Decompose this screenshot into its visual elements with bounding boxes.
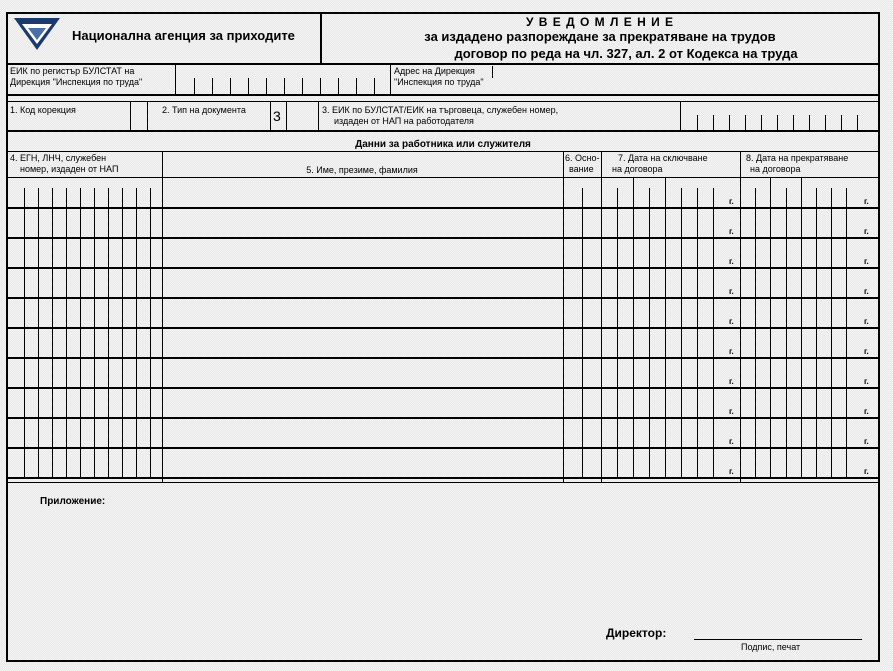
year-suffix: г. — [864, 197, 869, 206]
table-row[interactable] — [6, 178, 880, 208]
year-suffix: г. — [864, 287, 869, 296]
employer-eik-label: 3. ЕИК по БУЛСТАТ/ЕИК на търговеца, служебен номер, издаден от НАП на работодателя — [322, 105, 559, 126]
year-suffix: г. — [864, 257, 869, 266]
document-title: У В Е Д О М Л Е Н И Е — [525, 15, 675, 29]
year-suffix: г. — [864, 377, 869, 386]
employer-eik-input[interactable] — [681, 101, 878, 130]
year-suffix: г. — [864, 407, 869, 416]
document-subtitle-2: договор по реда на чл. 327, ал. 2 от Кодекса на труда — [454, 46, 798, 61]
address-input[interactable] — [490, 64, 878, 94]
year-suffix: г. — [864, 227, 869, 236]
nap-logo-icon — [12, 16, 62, 54]
year-suffix: г. — [729, 317, 734, 326]
year-suffix: г. — [729, 227, 734, 236]
doc-type-label: 2. Тип на документа — [162, 105, 246, 115]
nap-logo — [12, 16, 62, 54]
attachment-area[interactable] — [120, 492, 860, 592]
year-suffix: г. — [729, 347, 734, 356]
year-suffix: г. — [864, 317, 869, 326]
year-suffix: г. — [729, 287, 734, 296]
eik-label: ЕИК по регистър БУЛСТАТ на Дирекция "Инспекция по труда" — [10, 66, 143, 87]
year-suffix: г. — [729, 197, 734, 206]
year-suffix: г. — [864, 467, 869, 476]
table-row[interactable] — [6, 418, 880, 448]
section-title: Данни за работника или служителя — [355, 139, 531, 150]
table-row[interactable] — [6, 208, 880, 238]
year-suffix: г. — [864, 347, 869, 356]
director-label: Директор: — [606, 626, 667, 640]
eik-bulstat-input[interactable] — [176, 64, 390, 94]
col-start-date-header: 7. Дата на сключване на договора — [612, 153, 708, 174]
year-suffix: г. — [864, 437, 869, 446]
table-row[interactable] — [6, 298, 880, 328]
table-row[interactable] — [6, 268, 880, 298]
signature-label: Подпис, печат — [741, 642, 801, 652]
table-row[interactable] — [6, 238, 880, 268]
agency-name: Национална агенция за приходите — [72, 28, 295, 43]
year-suffix: г. — [729, 257, 734, 266]
correction-code-label: 1. Код корекция — [10, 105, 76, 115]
year-suffix: г. — [729, 437, 734, 446]
table-row[interactable] — [6, 388, 880, 418]
col-basis-header: 6. Осно- вание — [565, 153, 600, 174]
table-row[interactable] — [6, 328, 880, 358]
attachment-label: Приложение: — [40, 496, 106, 507]
year-suffix: г. — [729, 407, 734, 416]
signature-line[interactable] — [694, 639, 862, 640]
table-row[interactable] — [6, 358, 880, 388]
correction-code-input[interactable] — [130, 101, 148, 130]
col-egn-header: 4. ЕГН, ЛНЧ, служебен номер, издаден от НАП — [10, 153, 119, 174]
col-name-header: 5. Име, презиме, фамилия — [306, 165, 418, 175]
document-subtitle-1: за издадено разпореждане за прекратяване на трудов — [424, 29, 776, 44]
year-suffix: г. — [729, 377, 734, 386]
table-row[interactable] — [6, 448, 880, 478]
year-suffix: г. — [729, 467, 734, 476]
doc-type-value[interactable]: 3 — [273, 108, 281, 124]
col-end-date-header: 8. Дата на прекратяване на договора — [746, 153, 849, 174]
address-label: Адрес на Дирекция "Инспекция по труда" — [394, 66, 484, 87]
